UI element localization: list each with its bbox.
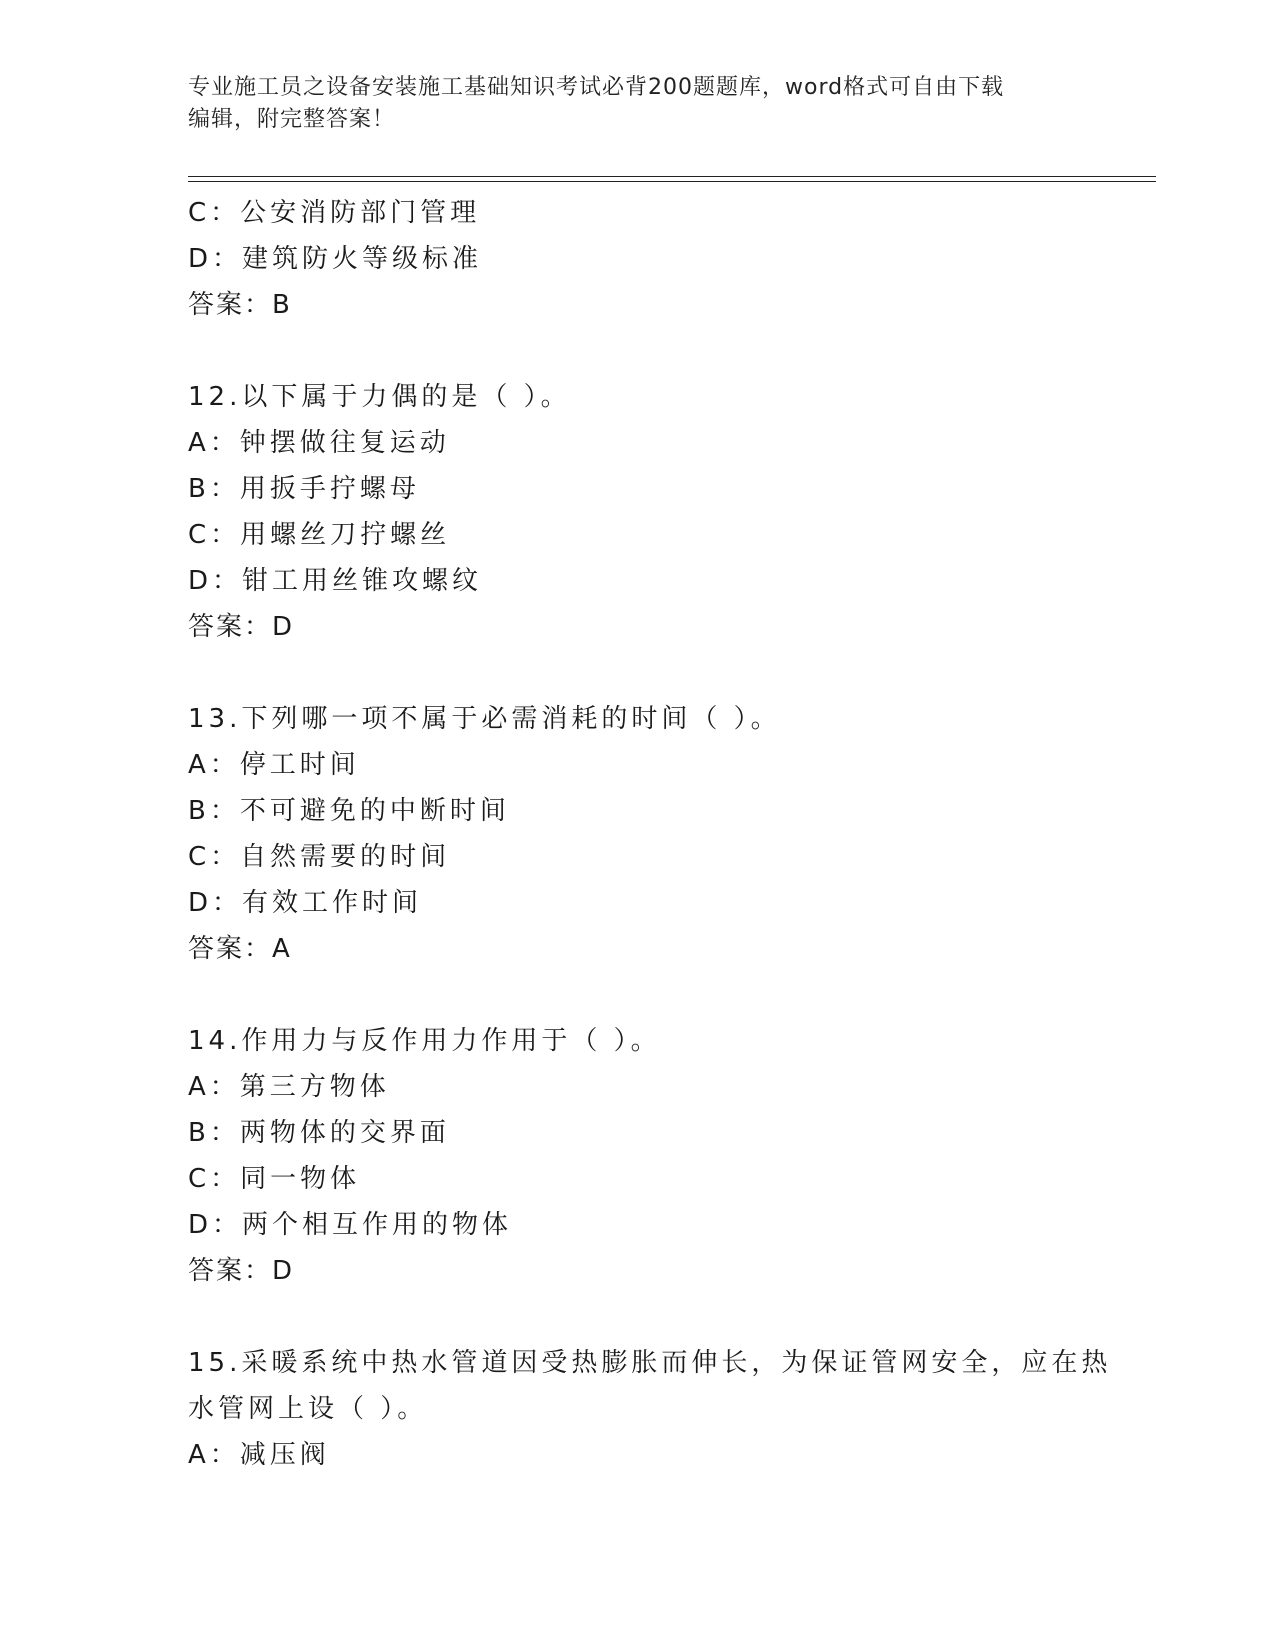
- answer-label: 答案：D: [188, 1256, 295, 1286]
- option-c: C：用螺丝刀拧螺丝: [188, 520, 451, 550]
- question-block-14: [188, 1018, 1088, 1294]
- option-c: C：公安消防部门管理: [188, 198, 481, 228]
- spacer: [188, 1294, 1088, 1340]
- spacer: [188, 972, 1088, 1018]
- document-header: [188, 72, 1088, 136]
- option-a: A：停工时间: [188, 750, 360, 780]
- question-stem-line-2: 水管网上设（ ）。: [188, 1394, 428, 1424]
- header-title-line-2: 编辑，附完整答案！: [188, 107, 396, 132]
- option-c: C：自然需要的时间: [188, 842, 451, 872]
- option-b: B：不可避免的中断时间: [188, 796, 510, 826]
- answer-label: 答案：A: [188, 934, 292, 964]
- option-d: D：两个相互作用的物体: [188, 1210, 513, 1240]
- question-stem-line-1: 15.采暖系统中热水管道因受热膨胀而伸长，为保证管网安全，应在热: [188, 1348, 1112, 1378]
- spacer: [188, 328, 1088, 374]
- question-stem: 12.以下属于力偶的是（ ）。: [188, 382, 571, 412]
- option-a: A：钟摆做往复运动: [188, 428, 450, 458]
- header-title-line-1: 专业施工员之设备安装施工基础知识考试必背200题题库，word格式可自由下载: [188, 75, 1005, 100]
- question-stem: 13.下列哪一项不属于必需消耗的时间（ ）。: [188, 704, 781, 734]
- option-a: A：第三方物体: [188, 1072, 390, 1102]
- question-stem: 14.作用力与反作用力作用于（ ）。: [188, 1026, 661, 1056]
- option-c: C：同一物体: [188, 1164, 361, 1194]
- option-a: A：减压阀: [188, 1440, 330, 1470]
- option-d: D：建筑防火等级标准: [188, 244, 483, 274]
- header-divider-top: [188, 176, 1156, 177]
- question-block-15: [188, 1340, 1112, 1478]
- question-list: [188, 190, 1112, 1478]
- option-b: B：用扳手拧螺母: [188, 474, 420, 504]
- header-divider-bottom: [188, 181, 1156, 182]
- question-block-previous: [188, 190, 1088, 328]
- question-block-12: [188, 374, 1088, 650]
- option-b: B：两物体的交界面: [188, 1118, 450, 1148]
- option-d: D：有效工作时间: [188, 888, 423, 918]
- answer-label: 答案：B: [188, 290, 292, 320]
- question-block-13: [188, 696, 1088, 972]
- option-d: D：钳工用丝锥攻螺纹: [188, 566, 483, 596]
- answer-label: 答案：D: [188, 612, 295, 642]
- spacer: [188, 650, 1088, 696]
